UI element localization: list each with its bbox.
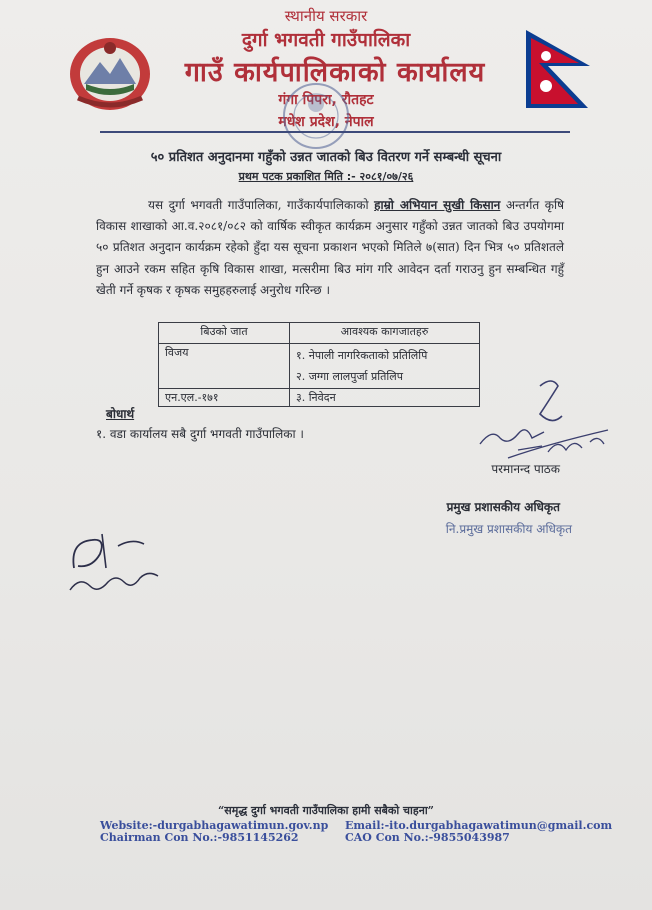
footer-motto: “समृद्ध दुर्गा भगवती गाउँपालिका हामी सबैको चाहना” [217, 804, 434, 817]
campaign-name: हाम्रो अभियान सुखी किसान [374, 198, 501, 212]
table-row [159, 344, 480, 389]
header-office-name: गाउँ कार्यपालिकाको कार्यालय [184, 57, 486, 88]
header-province: मधेश प्रदेश, नेपाल [278, 114, 374, 130]
header-municipality-name: दुर्गा भगवती गाउँपालिका [241, 29, 411, 51]
footer-email: Email:-ito.durgabhagawatimun@gmail.com [345, 819, 613, 832]
header-address: गंगा पिपरा, रौतहट [278, 92, 374, 108]
office-seal [280, 80, 352, 152]
officer-signature [448, 372, 618, 472]
received-signature [62, 528, 172, 608]
docs-cell: ३. निवेदन [290, 389, 480, 407]
notice-title: ५० प्रतिशत अनुदानमा गहुँको उन्नत जातको बिउ वितरण गर्ने सम्बन्धी सूचना [150, 150, 502, 165]
body-text-a: यस दुर्गा भगवती गाउँपालिका, गाउँकार्यपालिकाको [148, 198, 375, 212]
doc-item: २. जग्गा लालपुर्जा प्रतिलिप [296, 370, 403, 383]
acting-officer-stamp: नि.प्रमुख प्रशासकीय अधिकृत [445, 522, 572, 536]
signatory-name: परमानन्द पाठक [491, 462, 560, 476]
col-required-docs: आवश्यक कागजातहरु [290, 323, 480, 344]
table-row [159, 389, 480, 407]
body-text-b: अन्तर्गत कृषि विकास शाखाको आ.व.२०८१/०८२ को वार्षिक स्वीकृत कार्यक्रम अनुसार गहुँको उन्नत जातको बिउ उपयोगमा ५० प्रतिशत अनुदान कार्यक्रम रहेको हुँदा यस सूचना प्रकाशन भएको मितिले ७(सात) दिन भित्र ५० प्रतिशतले हुन आउने रकम सहित कृषि विकास शाखा, मत्सरीमा बिउ मांग गरि आवेदन दर्ता गराउनु हुन सम्बन्धित गहुँ खेती गर्ने कृषक र कृषक समुहहरुलाई अनुरोध गरिन्छ । [96, 198, 564, 297]
footer-cao-contact: CAO Con No.:-9855043987 [345, 831, 510, 844]
col-seed-variety: बिउको जात [159, 323, 290, 344]
seed-variety-cell: एन.एल.-१७१ [159, 389, 290, 407]
seed-variety-cell: विजय [159, 344, 290, 389]
notice-body [96, 195, 564, 301]
publication-date-text: प्रथम पटक प्रकाशित मिति :- २०८१/०७/२६ [238, 170, 414, 183]
footer-chairman-contact: Chairman Con No.:-9851145262 [100, 831, 299, 844]
doc-item: १. नेपाली नागरिकताको प्रतिलिपि [296, 349, 428, 362]
header-government-label: स्थानीय सरकार [284, 7, 368, 25]
header-divider [100, 131, 570, 133]
cc-item: १. वडा कार्यालय सबै दुर्गा भगवती गाउँपालिका । [96, 427, 304, 441]
cc-label: बोधार्थ [106, 407, 135, 421]
footer-website: Website:-durgabhagawatimun.gov.np [100, 819, 329, 832]
publication-date [0, 169, 652, 184]
signatory-title: प्रमुख प्रशासकीय अधिकृत [446, 500, 560, 514]
table-header-row [159, 323, 480, 344]
seed-requirements-table [158, 322, 480, 407]
